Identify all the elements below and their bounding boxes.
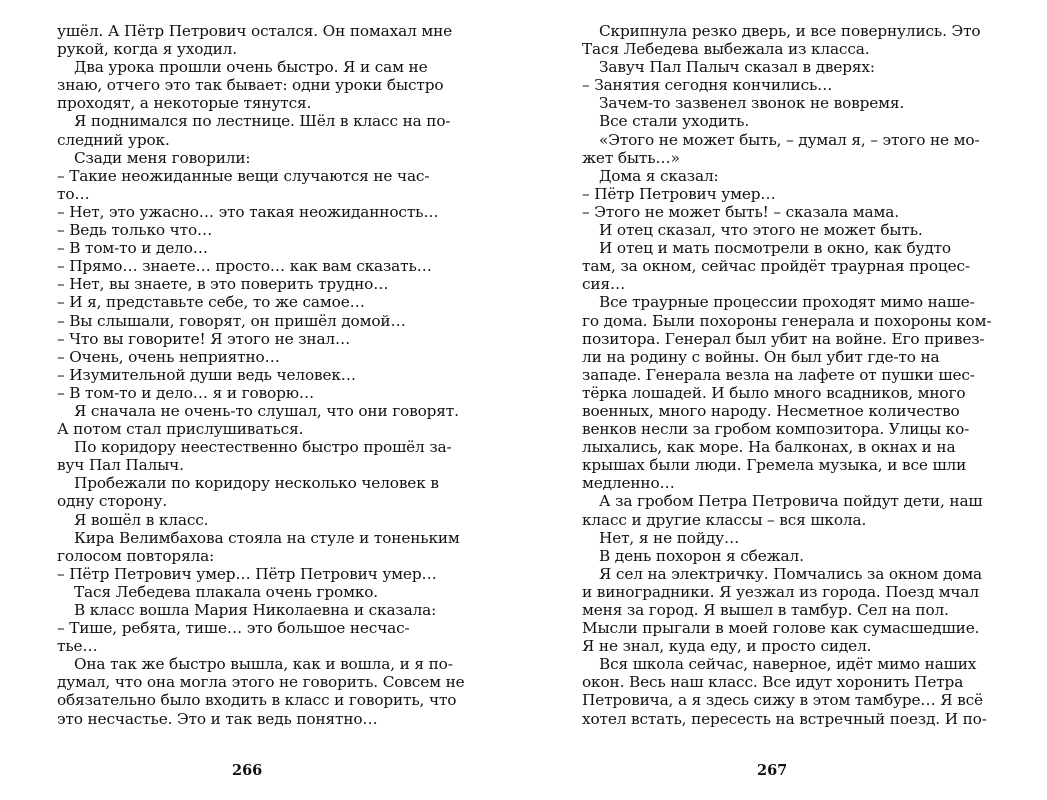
- text-line: то…: [57, 184, 90, 203]
- left-page: [57, 22, 485, 728]
- text-line: – Тише, ребята, тише… это большое несчас-: [57, 619, 410, 638]
- text-line: военных, много народу. Несметное количество: [582, 401, 960, 420]
- text-line: Я сначала не очень-то слушал, что они говорят.: [74, 401, 459, 420]
- text-line: – Нет, вы знаете, в это поверить трудно…: [57, 275, 389, 294]
- text-line: И отец и мать посмотрели в окно, как будто: [599, 239, 951, 258]
- text-line: позитора. Генерал был убит на войне. Его привез-: [582, 329, 985, 348]
- text-line: тье…: [57, 637, 98, 656]
- text-line: – Занятия сегодня кончились…: [582, 76, 833, 95]
- text-line: В класс вошла Мария Николаевна и сказала:: [74, 601, 437, 619]
- text-line: проходят, а некоторые тянутся.: [57, 94, 312, 113]
- text-line: Сзади меня говорили:: [74, 148, 251, 167]
- text-line: – Нет, это ужасно… это такая неожиданность…: [57, 202, 439, 221]
- text-line: следний урок.: [57, 130, 170, 149]
- text-line: – Этого не может быть! – сказала мама.: [582, 202, 899, 221]
- text-line: рукой, когда я уходил.: [57, 40, 237, 59]
- text-line: – Что вы говорите! Я этого не знал…: [57, 329, 351, 348]
- text-line: ушёл. А Пётр Петрович остался. Он помахал мне: [57, 22, 453, 40]
- text-line: Завуч Пал Палыч сказал в дверях:: [599, 58, 875, 77]
- text-line: одну сторону.: [57, 492, 168, 511]
- text-line: там, за окном, сейчас пройдёт траурная процес-: [582, 257, 970, 276]
- text-line: Все стали уходить.: [599, 112, 750, 131]
- text-line: И отец сказал, что этого не может быть.: [599, 221, 923, 240]
- text-line: Скрипнула резко дверь, и все повернулись. Это: [599, 22, 981, 40]
- text-line: знаю, отчего это так бывает: одни уроки быстро: [57, 76, 444, 95]
- text-line: – Такие неожиданные вещи случаются не час-: [57, 166, 430, 185]
- text-line: крышах были люди. Гремела музыка, и все шли: [582, 456, 967, 475]
- text-line: класс и другие классы – вся школа.: [582, 510, 867, 529]
- text-line: Петровича, а я здесь сижу в этом тамбуре… Я всё: [582, 691, 983, 710]
- text-line: сия…: [582, 275, 626, 294]
- text-line: Тася Лебедева выбежала из класса.: [582, 40, 870, 59]
- right-page-number: 267: [757, 762, 788, 779]
- text-line: западе. Генерала везла на лафете от пушки шес-: [582, 365, 975, 384]
- text-line: Пробежали по коридору несколько человек в: [74, 474, 439, 493]
- left-page-number: 266: [232, 762, 263, 779]
- text-line: «Этого не может быть, – думал я, – этого не мо-: [599, 130, 980, 149]
- text-line: Мысли прыгали в моей голове как сумасшедшие.: [582, 619, 980, 638]
- text-line: – Очень, очень неприятно…: [57, 347, 280, 366]
- text-line: это несчастье. Это и так ведь понятно…: [57, 709, 378, 728]
- text-line: думал, что она могла этого не говорить. Совсем не: [57, 673, 465, 692]
- text-line: – Изумительной души ведь человек…: [57, 365, 356, 384]
- text-line: ли на родину с войны. Он был убит где-то на: [582, 347, 940, 366]
- text-line: Зачем-то зазвенел звонок не вовремя.: [599, 94, 905, 113]
- text-line: Я сел на электричку. Помчались за окном дома: [599, 564, 983, 583]
- right-page: [582, 22, 1010, 728]
- text-line: А за гробом Петра Петровича пойдут дети, наш: [599, 492, 983, 511]
- text-line: вуч Пал Палыч.: [57, 456, 184, 475]
- text-line: меня за город. Я вышел в тамбур. Сел на пол.: [582, 601, 949, 619]
- text-line: – И я, представьте себе, то же самое…: [57, 293, 365, 312]
- text-line: Нет, я не пойду…: [599, 528, 740, 547]
- text-line: Она так же быстро вышла, как и вошла, и я по-: [74, 655, 453, 674]
- text-line: Два урока прошли очень быстро. Я и сам не: [74, 58, 428, 77]
- text-line: голосом повторяла:: [57, 546, 215, 565]
- text-line: – Вы слышали, говорят, он пришёл домой…: [57, 311, 406, 330]
- text-line: А потом стал прислушиваться.: [57, 420, 304, 439]
- text-line: Я вошёл в класс.: [74, 510, 209, 529]
- text-line: В день похорон я сбежал.: [599, 546, 804, 565]
- text-line: медленно…: [582, 474, 675, 493]
- text-line: – В том-то и дело…: [57, 239, 208, 258]
- text-line: го дома. Были похороны генерала и похороны ком-: [582, 311, 992, 330]
- text-line: лыхались, как море. На балконах, в окнах и на: [582, 438, 956, 457]
- text-line: жет быть…»: [582, 148, 680, 167]
- text-line: тёрка лошадей. И было много всадников, много: [582, 383, 966, 402]
- text-line: – Ведь только что…: [57, 221, 213, 240]
- text-line: хотел встать, пересесть на встречный поезд. И по-: [582, 709, 987, 728]
- text-line: и виноградники. Я уезжал из города. Поезд мчал: [582, 582, 979, 601]
- text-line: Кира Велимбахова стояла на стуле и тоненьким: [74, 528, 460, 547]
- text-line: венков несли за гробом композитора. Улицы ко-: [582, 420, 970, 439]
- text-line: Я поднимался по лестнице. Шёл в класс на по-: [74, 112, 451, 131]
- text-line: – Пётр Петрович умер… Пётр Петрович умер…: [57, 564, 437, 583]
- text-line: По коридору неестественно быстро прошёл за-: [74, 438, 452, 457]
- text-line: Все траурные процессии проходят мимо наше-: [599, 293, 975, 312]
- text-line: обязательно было входить в класс и говорить, что: [57, 691, 457, 710]
- text-line: Тася Лебедева плакала очень громко.: [74, 582, 379, 601]
- text-line: Я не знал, куда еду, и просто сидел.: [582, 637, 872, 656]
- text-line: окон. Весь наш класс. Все идут хоронить Петра: [582, 673, 964, 692]
- text-line: Дома я сказал:: [599, 166, 719, 185]
- text-line: – Прямо… знаете… просто… как вам сказать…: [57, 257, 432, 276]
- text-line: – В том-то и дело… я и говорю…: [57, 383, 315, 402]
- text-line: Вся школа сейчас, наверное, идёт мимо наших: [599, 655, 977, 674]
- text-line: – Пётр Петрович умер…: [582, 184, 776, 203]
